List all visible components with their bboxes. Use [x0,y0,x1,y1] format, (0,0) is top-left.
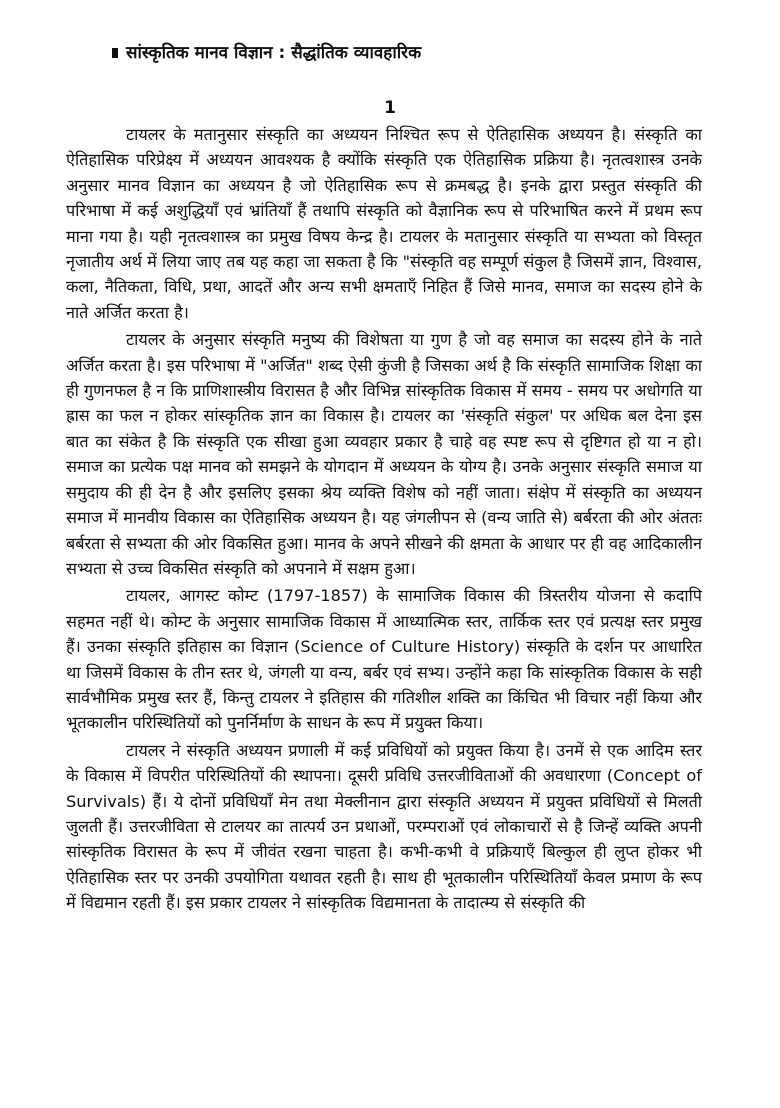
page-number: 1 [384,98,396,118]
paragraph-1: टायलर के मतानुसार संस्कृति का अध्ययन निश्चित रूप से ऐतिहासिक अध्ययन है। संस्कृति का ऐतिहासिक परिप्रेक्ष्य में अध्ययन आवश्यक है क्योंकि संस्कृति एक ऐतिहासिक प्रक्रिया है। नृतत्वशास्त्र उनके अनुसार मानव विज्ञान का अध्ययन है जो ऐतिहासिक रूप से क्रमबद्ध है। इनके द्वारा प्रस्तुत संस्कृति की परिभाषा में कई अशुद्धियाँ एवं भ्रांतियाँ हैं तथापि संस्कृति को वैज्ञानिक रूप से परिभाषित करने में प्रथम रूप माना गया है। यही नृतत्वशास्त्र का प्रमुख विषय केन्द्र है। टायलर के मतानुसार संस्कृति या सभ्यता को विस्तृत नृजातीय अर्थ में लिया जाए तब यह कहा जा सकता है कि "संस्कृति वह सम्पूर्ण संकुल है जिसमें ज्ञान, विश्वास, कला, नैतिकता, विधि, प्रथा, आदतें और अन्य सभी क्षमताएँ निहित हैं जिसे मानव, समाज का सदस्य होने के नाते अर्जित करता है। [66,125,702,322]
bullet-icon [112,48,118,58]
running-head-title: सांस्कृतिक मानव विज्ञान : सैद्धांतिक व्यावहारिक [126,43,422,63]
body-text [66,122,702,918]
paragraph-2: टायलर के अनुसार संस्कृति मनुष्य की विशेषता या गुण है जो वह समाज का सदस्य होने के नाते अर्जित करता है। इस परिभाषा में "अर्जित" शब्द ऐसी कुंजी है जिसका अर्थ है कि संस्कृति सामाजिक शिक्षा का ही गुणनफल है न कि प्राणिशास्त्रीय विरासत है और विभिन्न सांस्कृतिक विकास में समय - समय पर अधोगति या ह्रास का फल न होकर सांस्कृतिक ज्ञान का विकास है। टायलर का 'संस्कृति संकुल' पर अधिक बल देना इस बात का संकेत है कि संस्कृति एक सीखा हुआ व्यवहार प्रकार है चाहे वह स्पष्ट रूप से दृष्टिगत हो या न हो। समाज का प्रत्येक पक्ष मानव को समझने के योगदान में अध्ययन के योग्य है। उनके अनुसार संस्कृति समाज या समुदाय की ही देन है और इसलिए इसका श्रेय व्यक्ति विशेष को नहीं जाता। संक्षेप में संस्कृति का अध्ययन समाज में मानवीय विकास का ऐतिहासिक अध्ययन है। यह जंगलीपन से (वन्य जाति से) बर्बरता की ओर अंततः बर्बरता से सभ्यता की ओर विकसित हुआ। मानव के अपने सीखने की क्षमता के आधार पर ही वह आदिकालीन सभ्यता से उच्च विकसित संस्कृति को अपनाने में सक्षम हुआ। [66,330,702,578]
running-head [112,40,421,63]
paragraph-4: टायलर ने संस्कृति अध्ययन प्रणाली में कई प्रविधियों को प्रयुक्त किया है। उनमें से एक आदिम स्तर के विकास में विपरीत परिस्थितियों की स्थापना। दूसरी प्रविधि उत्तरजीविताओं की अवधारणा (Concept of Survivals) हैं। ये दोनों प्रविधियाँ मेन तथा मेक्लीनान द्वारा संस्कृति अध्ययन में प्रयुक्त प्रविधियों से मिलती जुलती हैं। उत्तरजीविता से टालयर का तात्पर्य उन प्रथाओं, परम्पराओं एवं लोकाचारों से है जिन्हें व्यक्ति अपनी सांस्कृतिक विरासत के रूप में जीवंत रखना चाहता है। कभी-कभी वे प्रक्रियाएँ बिल्कुल ही लुप्त होकर भी ऐतिहासिक स्तर पर उनकी उपयोगिता यथावत रहती है। साथ ही भूतकालीन परिस्थितियाँ केवल प्रमाण के रूप में विद्यमान रहती हैं। इस प्रकार टायलर ने सांस्कृतिक विद्यमानता के तादात्म्य से संस्कृति की [66,740,702,913]
paragraph-3: टायलर, आगस्ट कोम्ट (1797-1857) के सामाजिक विकास की त्रिस्तरीय योजना से कदापि सहमत नहीं थे। कोम्ट के अनुसार सामाजिक विकास में आध्यात्मिक स्तर, तार्किक स्तर एवं प्रत्यक्ष स्तर प्रमुख हैं। उनका संस्कृति इतिहास का विज्ञान (Science of Culture History) संस्कृति के दर्शन पर आधारित था जिसमें विकास के तीन स्तर थे, जंगली या वन्य, बर्बर एवं सभ्य। उन्होंने कहा कि सांस्कृतिक विकास के सही सार्वभौमिक प्रमुख स्तर हैं, किन्तु टायलर ने इतिहास की गतिशील शक्ति का किंचित भी विचार नहीं किया और भूतकालीन परिस्थितियों को पुनर्निर्माण के साधन के रूप में प्रयुक्त किया। [66,586,702,733]
